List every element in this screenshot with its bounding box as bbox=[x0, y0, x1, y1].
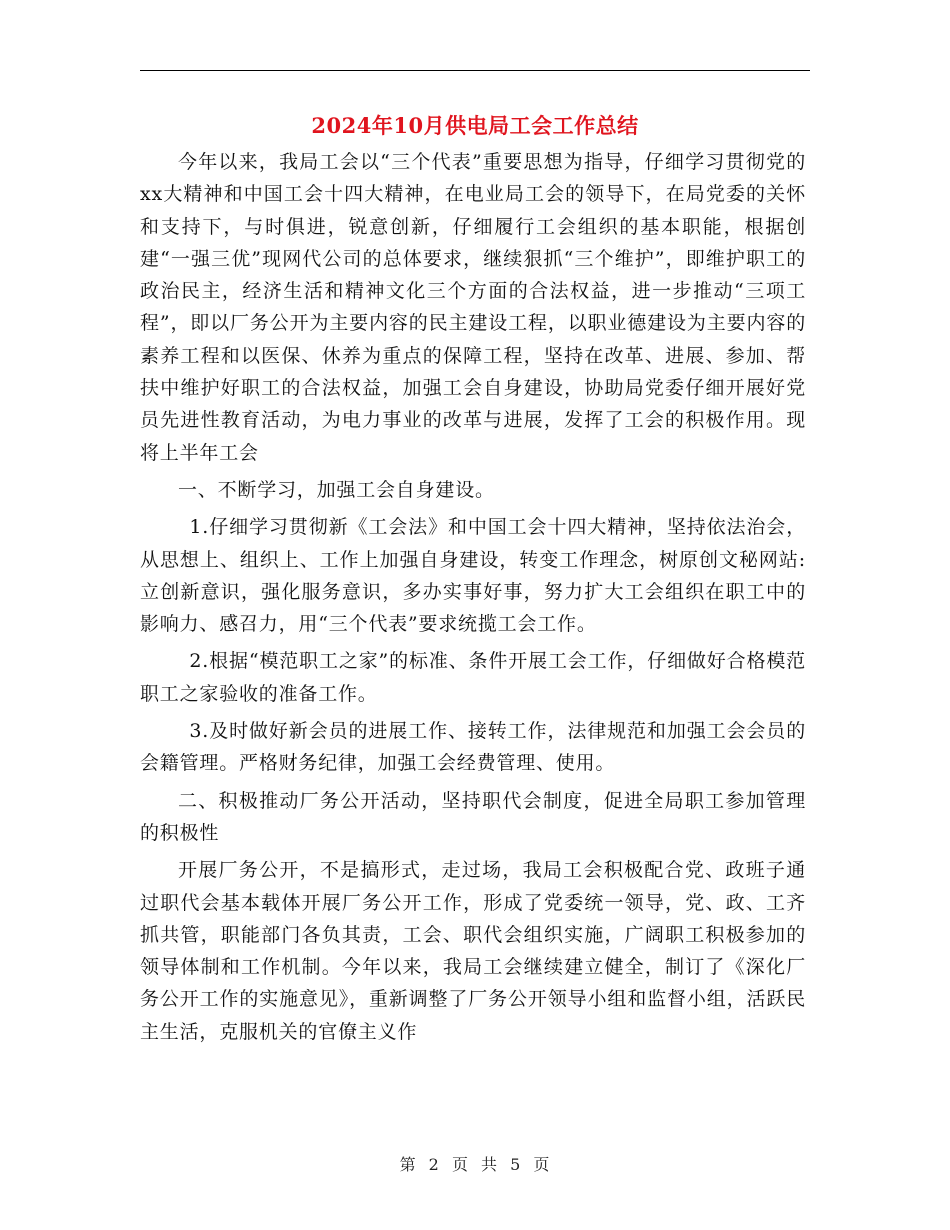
document-body bbox=[140, 146, 806, 1048]
list-item-2: 2.根据“模范职工之家”的标准、条件开展工会工作，仔细做好合格模范职工之家验收的准备工作。 bbox=[140, 650, 806, 705]
section-heading-2: 二、积极推动厂务公开活动，坚持职代会制度，促进全局职工参加管理的积极性 bbox=[140, 789, 806, 844]
page-number-footer: 第 2 页 共 5 页 bbox=[399, 1155, 551, 1174]
intro-paragraph: 今年以来，我局工会以“三个代表”重要思想为指导，仔细学习贯彻党的xx大精神和中国工会十四大精神，在电业局工会的领导下，在局党委的关怀和支持下，与时俱进，锐意创新，仔细履行工会组织的基本职能，根据创建“一强三优”现网代公司的总体要求，继续狠抓“三个维护”，即维护职工的政治民主，经济生活和精神文化三个方面的合法权益，进一步推动“三项工程”，即以厂务公开为主要内容的民主建设工程，以职业德建设为主要内容的素养工程和以医保、休养为重点的保障工程，坚持在改革、进展、参加、帮扶中维护好职工的合法权益，加强工会自身建设，协助局党委仔细开展好党员先进性教育活动，为电力事业的改革与进展，发挥了工会的积极作用。现将上半年工会 bbox=[140, 151, 806, 464]
list-item-3: 3.及时做好新会员的进展工作、接转工作，法律规范和加强工会会员的会籍管理。严格财务纪律，加强工会经费管理、使用。 bbox=[140, 720, 806, 775]
section-heading-1: 一、不断学习，加强工会自身建设。 bbox=[178, 478, 495, 501]
header-rule bbox=[140, 70, 810, 71]
body-paragraph: 开展厂务公开，不是搞形式，走过场，我局工会积极配合党、政班子通过职代会基本载体开展厂务公开工作，形成了党委统一领导，党、政、工齐抓共管，职能部门各负其责，工会、职代会组织实施，广阔职工积极参加的领导体制和工作机制。今年以来，我局工会继续建立健全，制订了《深化厂务公开工作的实施意见》，重新调整了厂务公开领导小组和监督小组，活跃民主生活，克服机关的官僚主义作 bbox=[140, 859, 806, 1043]
document-title: 2024年10月供电局工会工作总结 bbox=[311, 113, 639, 138]
list-item-1: 1.仔细学习贯彻新《工会法》和中国工会十四大精神，坚持依法治会，从思想上、组织上、工作上加强自身建设，转变工作理念，树原创文秘网站:立创新意识，强化服务意识，多办实事好事，努力扩大工会组织在职工中的影响力、感召力，用“三个代表”要求统揽工会工作。 bbox=[140, 516, 806, 636]
